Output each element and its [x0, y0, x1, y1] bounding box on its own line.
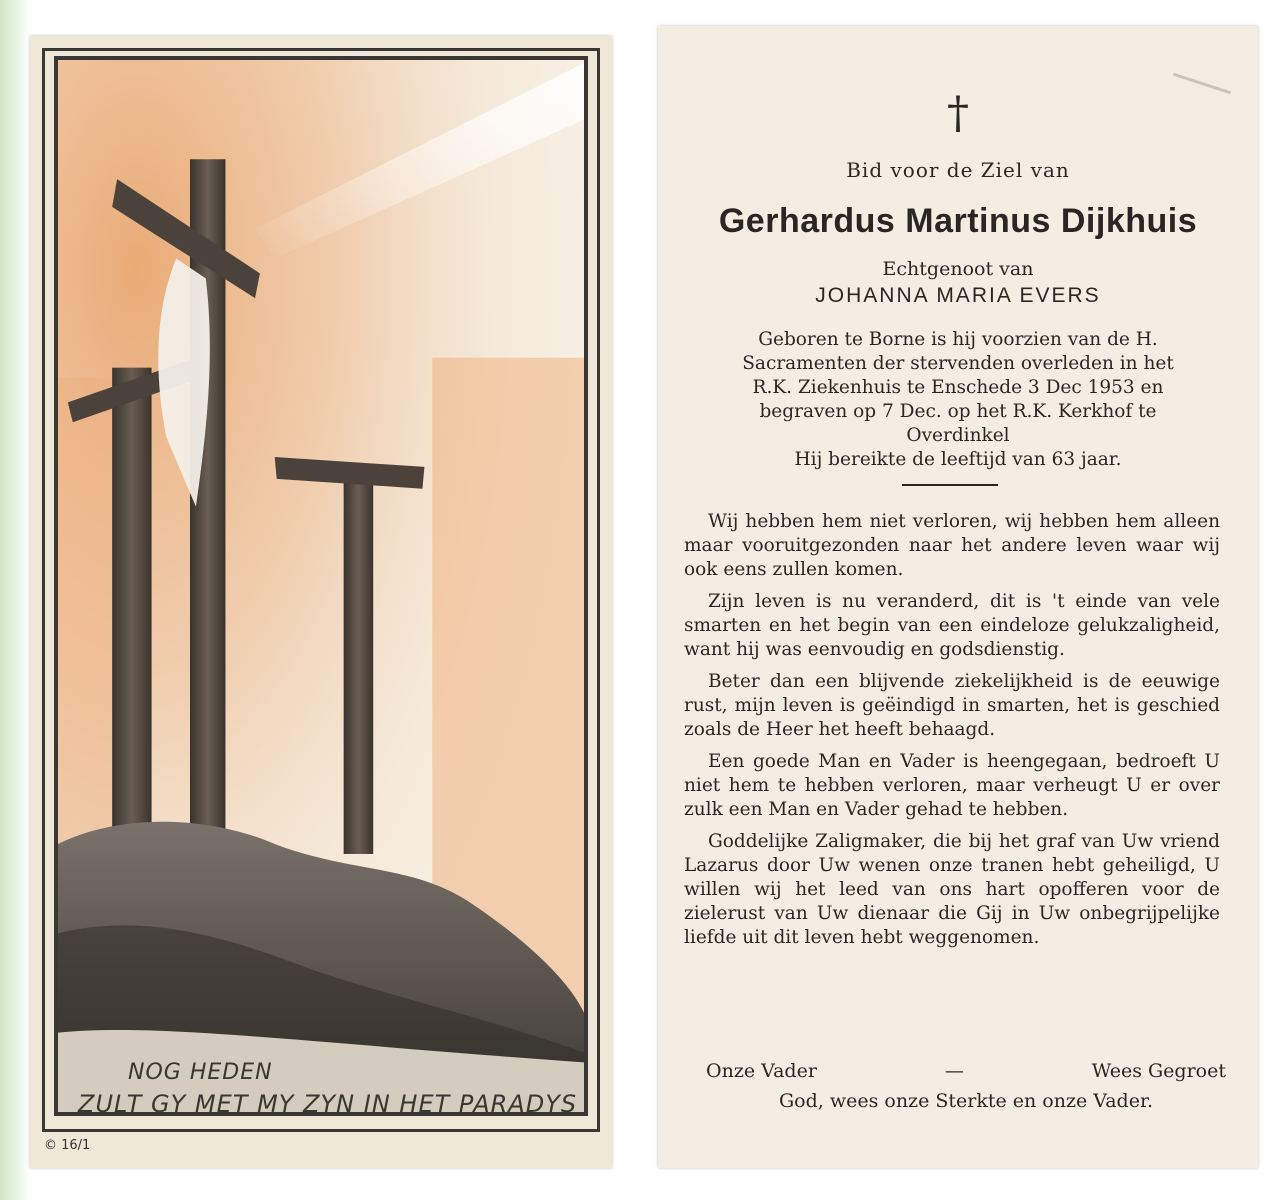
- verse-paragraph: Goddelijke Zaligmaker, die bij het graf van Uw vriend Lazarus door Uw wenen onze tranen hebt geheiligd, U willen wij het leed van ons hart opofferen voor de zielerust van Uw dienaar die Gij in Uw onbegrijpelijke liefde uit dit leven hebt weggenomen.: [684, 831, 1220, 948]
- deceased-name: Gerhardus Martinus Dijkhuis: [718, 202, 1198, 240]
- prayer-hail-mary: Wees Gegroet: [1091, 1060, 1226, 1082]
- right-cross-post: [344, 477, 374, 854]
- bio-line: Hij bereikte de leeftijd van 63 jaar.: [794, 449, 1122, 470]
- prayer-our-father: Onze Vader: [706, 1060, 817, 1082]
- prayer-row: [706, 1060, 1226, 1082]
- bio-line: Geboren te Borne is hij voorzien van de H.: [758, 329, 1158, 350]
- verse-paragraph: Zijn leven is nu veranderd, dit is 't einde van vele smarten en het begin van een eindeloze gelukzaligheid, want hij was eenvoudig en godsdienstig.: [684, 591, 1220, 660]
- motto-line-2: ZULT GY MET MY ZYN IN HET PARADYS: [78, 1090, 578, 1116]
- divider: [902, 484, 998, 486]
- spouse-of-label: Echtgenoot van: [882, 258, 1034, 280]
- verse-paragraph: Beter dan een blijvende ziekelijkheid is de eeuwige rust, mijn leven is geëindigd in smarten, het is geschied zoals de Heer het heeft behaagd.: [684, 671, 1220, 740]
- inner-frame: [54, 56, 588, 1116]
- prayers: [706, 1060, 1226, 1112]
- bio-line: R.K. Ziekenhuis te Enschede 3 Dec 1953 en: [752, 377, 1164, 398]
- verses: [684, 510, 1220, 958]
- cross-icon: †: [947, 88, 969, 139]
- prayer-dash: —: [944, 1060, 964, 1082]
- copyright-mark: © 16/1: [44, 1138, 91, 1153]
- verse-paragraph: Wij hebben hem niet verloren, wij hebben hem alleen maar vooruitgezonden naar het andere leven waar wij ook eens zullen komen.: [684, 511, 1220, 580]
- left-cross-post: [112, 368, 151, 834]
- three-crosses-illustration: [58, 60, 584, 1112]
- bio-line: Overdinkel: [906, 425, 1010, 446]
- memorial-card-front: [30, 36, 612, 1168]
- verse-paragraph: Een goede Man en Vader is heengegaan, bedroeft U niet hem te hebben verloren, maar verheugt U er over zulk een Man en Vader gehad te hebben.: [684, 751, 1220, 820]
- biography: [680, 328, 1236, 472]
- bio-line: Sacramenten der stervenden overleden in het: [742, 353, 1174, 374]
- bio-line: begraven op 7 Dec. op het R.K. Kerkhof te: [759, 401, 1157, 422]
- spouse-name: JOHANNA MARIA EVERS: [815, 284, 1101, 307]
- closing-prayer: God, wees onze Sterkte en onze Vader.: [778, 1090, 1154, 1112]
- pray-line: Bid voor de Ziel van: [846, 158, 1070, 182]
- pen-mark: [1173, 73, 1231, 94]
- motto-line-1: NOG HEDEN: [128, 1060, 273, 1085]
- memorial-card-back: [658, 26, 1258, 1168]
- scan-edge: [0, 0, 30, 1200]
